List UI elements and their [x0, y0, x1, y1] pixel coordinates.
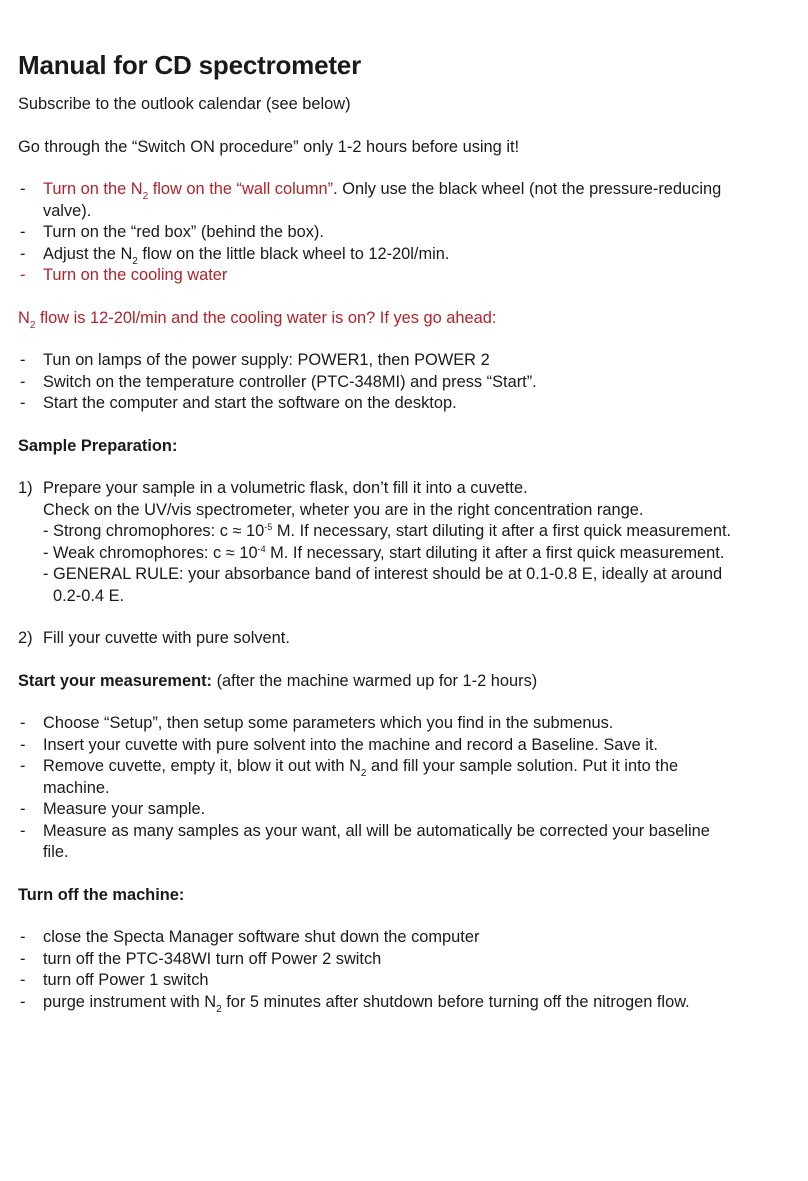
list-item: - turn off the PTC-348WI turn off Power 2 switch	[18, 949, 808, 971]
list-item: - Turn on the $N_2$ flow on the “wall column”. Only use the black wheel (not the pressure-reducing	[18, 179, 808, 201]
list-item-continuation: machine.	[43, 778, 110, 797]
list-item: - close the Specta Manager software shut down the computer	[18, 927, 808, 949]
section-heading-turn-off: Turn off the machine:	[18, 885, 185, 904]
list-item: - Measure your sample.	[18, 799, 808, 821]
list-item: - Choose “Setup”, then setup some parameters which you find in the submenus.	[18, 713, 808, 735]
list-item: - Start the computer and start the software on the desktop.	[18, 393, 808, 415]
list-item: - Turn on the “red box” (behind the box).	[18, 222, 808, 244]
list-item-continuation: Check on the UV/vis spectrometer, wheter you are in the right concentration range.	[43, 500, 644, 519]
page-title: Manual for CD spectrometer	[18, 50, 361, 80]
section-heading-start-measurement: Start your measurement: (after the machine warmed up for 1-2 hours)	[18, 671, 538, 690]
turn-off-list	[18, 927, 808, 1013]
list-item: - Tun on lamps of the power supply: POWER1, then POWER 2	[18, 350, 808, 372]
strong-chromophores-note: - Strong chromophores: $c \approx 10^{-5}$ M. If necessary, start diluting it after a first quick measurement.	[43, 522, 732, 540]
list-item: - Remove cuvette, empty it, blow it out with $N_2$ and fill your sample solution. Put it into the	[18, 756, 808, 778]
general-rule-continuation: 0.2-0.4 E.	[53, 586, 125, 605]
list-item: - Measure as many samples as your want, all will be automatically be corrected your baseline	[18, 821, 808, 843]
list-item-continuation: valve).	[43, 201, 92, 220]
list-item: - purge instrument with $N_2$ for 5 minutes after shutdown before turning off the nitrogen flow.	[18, 992, 808, 1014]
measurement-list	[18, 713, 808, 864]
list-item: - Turn on the cooling water	[18, 265, 808, 287]
sample-prep-steps	[18, 478, 808, 650]
general-rule-note: - GENERAL RULE: your absorbance band of interest should be at 0.1-0.8 E, ideally at around	[43, 565, 723, 583]
weak-chromophores-note: - Weak chromophores: $c \approx 10^{-4}$ M. If necessary, start diluting it after a first quick measurement.	[43, 543, 725, 562]
switch-on-list	[18, 179, 808, 287]
list-item: 2) Fill your cuvette with pure solvent.	[18, 629, 290, 647]
list-item: - Adjust the $N_2$ flow on the little black wheel to 12-20l/min.	[18, 244, 808, 266]
list-item-continuation: file.	[43, 843, 69, 861]
switch-on-note: Go through the “Switch ON procedure” only 1-2 hours before using it!	[18, 137, 520, 156]
list-item: - Insert your cuvette with pure solvent into the machine and record a Baseline. Save it.	[18, 735, 808, 757]
flow-check: $N_2$ flow is 12-20l/min and the cooling water is on? If yes go ahead:	[18, 308, 497, 331]
list-item: - turn off Power 1 switch	[18, 970, 808, 992]
startup-list	[18, 350, 808, 415]
list-item: - Switch on the temperature controller (PTC-348MI) and press “Start”.	[18, 372, 808, 394]
section-heading-sample-preparation: Sample Preparation:	[18, 436, 178, 455]
subscribe-note: Subscribe to the outlook calendar (see below)	[18, 95, 351, 113]
list-item: 1) Prepare your sample in a volumetric flask, don’t fill it into a cuvette.	[18, 479, 528, 497]
